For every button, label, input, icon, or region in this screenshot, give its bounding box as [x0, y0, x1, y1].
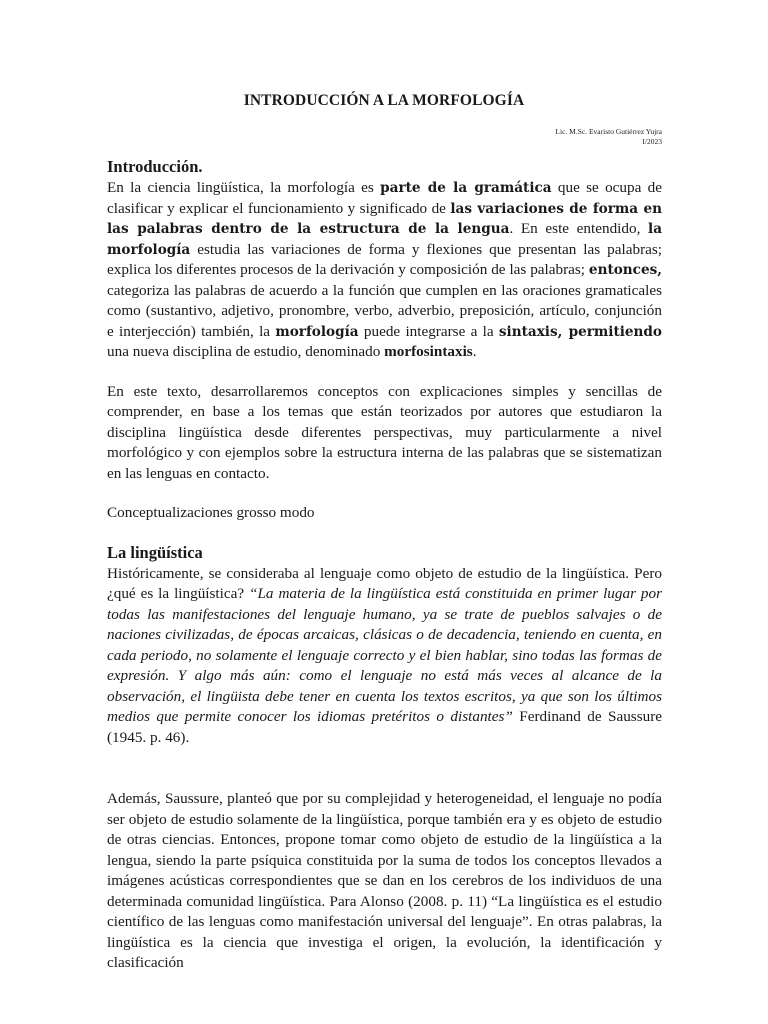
bold-run: sintaxis, permitiendo — [498, 323, 662, 340]
section-heading-introduccion: Introducción. — [107, 157, 203, 176]
document-date: I/2023 — [642, 137, 662, 146]
text-run: En la ciencia lingüística, la morfología es — [107, 179, 381, 196]
author-block — [555, 127, 662, 147]
paragraph-texto: En este texto, desarrollaremos conceptos con explicaciones simples y sencillas de comprender, en base a los temas que están teorizados por autores que estudiaron la disciplina lingüística desde diferentes perspectivas, muy particularmente a nivel morfológico y con ejemplos sobre la estructura interna de las palabras que se sistematizan en las lenguas en contacto. — [107, 382, 662, 482]
text-run: . En este entendido, — [509, 220, 649, 237]
author-name: Lic. M.Sc. Evaristo Gutiérrez Yujra — [555, 127, 662, 136]
text-run: Ferdinand de Saussure (1945. p. 46). — [107, 708, 662, 746]
bold-run: entonces, — [588, 262, 662, 278]
quote-run: “La materia de la lingüística está constituida en primer lugar por todas las manifestaciones del lenguaje humano, ya se trate de pueblos salvajes o de naciones civilizadas, de épocas arcaicas, clásicas o de decadencia, teniendo en cuenta, en cada periodo, no solamente el lenguaje correcto y el bien hablar, sino todas las formas de expresión. Y algo más aún: como el lenguaje no está más veces al alcance de la observación, el lingüista debe tener en cuenta los textos escritos, ya que son los últimos medios que permite conocer los idiomas pretéritos o distantes” — [107, 585, 663, 725]
paragraph-saussure: Además, Saussure, planteó que por su complejidad y heterogeneidad, el lenguaje no podía ser objeto de estudio solamente de la lingüística, porque también era y es objeto de estudio de otras ciencias. Entonces, propone tomar como objeto de estudio de la lingüística a la lengua, siendo la parte psíquica constituida por la suma de todos los conceptos llevados a imágenes acústicas correspondientes que se dan en los cerebros de los individuos de una determinada comunidad lingüística. Para Alonso (2008. p. 11) “La lingüística es el estudio científico de las lenguas como manifestación universal del lenguaje”. En otras palabras, la lingüística es la ciencia que investiga el origen, la evolución, la identificación y clasificación — [107, 790, 662, 971]
text-run: una nueva disciplina de estudio, denominado — [107, 343, 385, 360]
paragraph-intro — [107, 178, 662, 363]
bold-run: morfología — [275, 323, 359, 340]
text-run: puede integrarse a la — [358, 322, 499, 340]
text-run: . — [472, 343, 477, 360]
bold-run: parte de la gramática — [380, 180, 552, 196]
paragraph-historicamente — [107, 564, 662, 749]
text-run: categoriza las palabras de acuerdo a la función que cumplen en las oraciones gramaticales como (sustantivo, adjetivo, pronombre, verbo, adverbio, preposición, artículo, conjunción e interjección) también, la — [107, 281, 662, 340]
text-run: Históricamente, se consideraba al lenguaje como objeto de estudio de la lingüística. Pero ¿qué es la lingüística? — [107, 564, 662, 602]
text-run: que se ocupa de clasificar y explicar el funcionamiento y significado de — [107, 179, 662, 217]
section-heading-linguistica: La lingüística — [107, 542, 203, 562]
document-body — [107, 156, 662, 974]
bold-run: las variaciones de forma en las palabras dentro de la estructura de la lengua — [107, 200, 662, 237]
bold-run: morfosintaxis — [384, 343, 473, 360]
document-title: INTRODUCCIÓN A LA MORFOLOGÍA — [243, 92, 525, 109]
subheading-conceptualizaciones: Conceptualizaciones grosso modo — [107, 504, 315, 521]
text-run: estudia las variaciones de forma y flexiones que presentan las palabras; explica los diferentes procesos de la derivación y composición de las palabras; — [107, 240, 662, 278]
bold-run: la morfología — [107, 221, 663, 258]
